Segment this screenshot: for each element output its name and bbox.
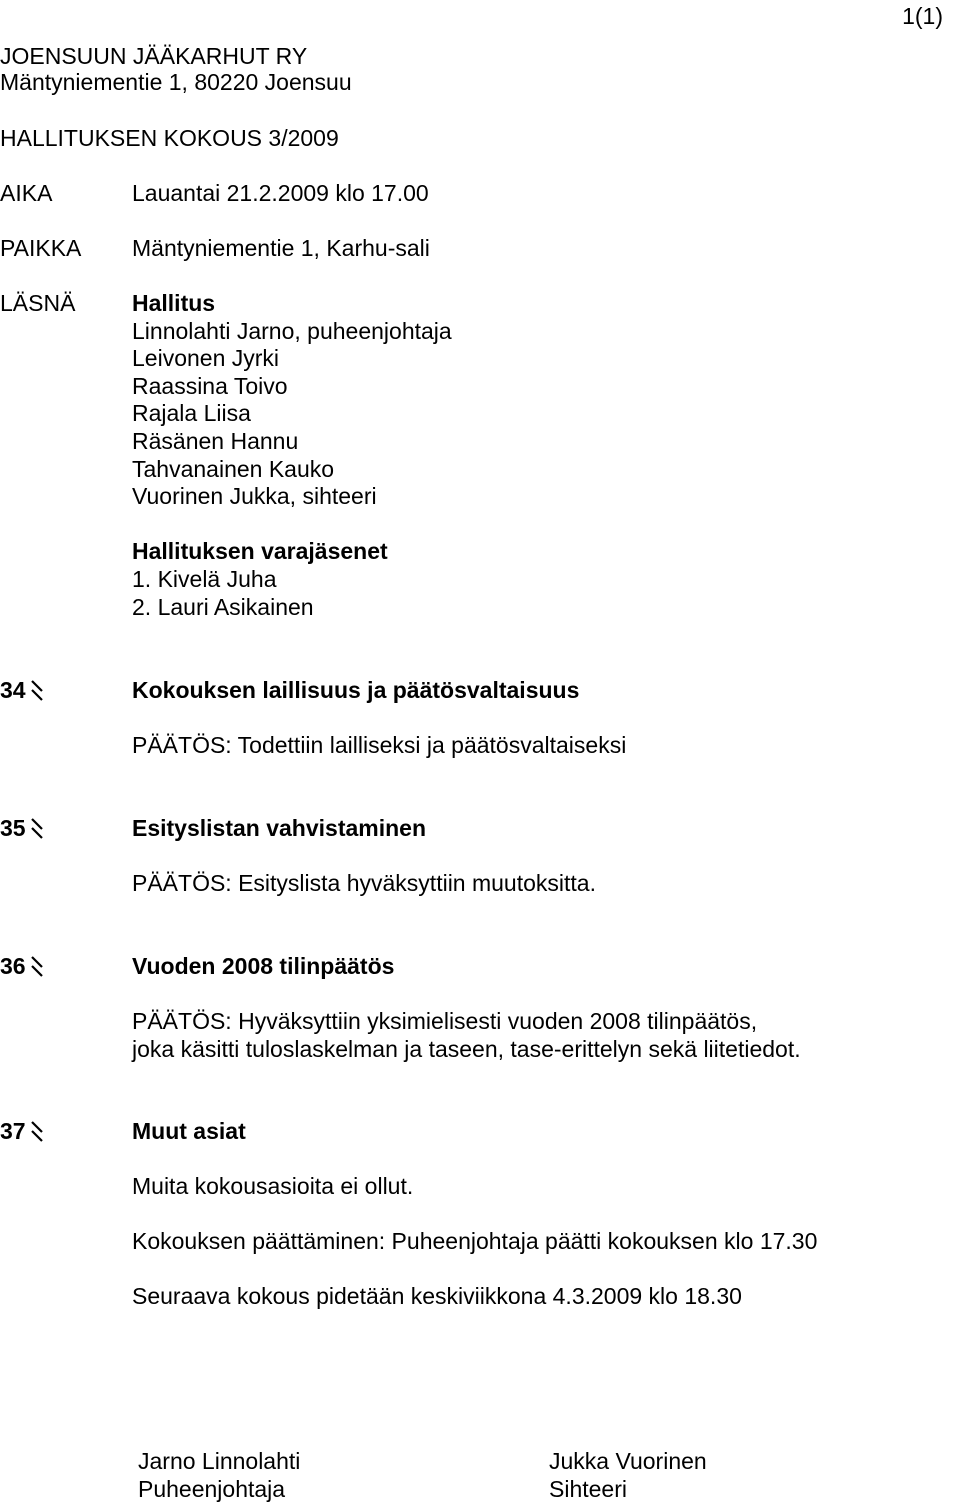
section-sign-icon — [30, 1117, 44, 1145]
time-value: Lauantai 21.2.2009 klo 17.00 — [132, 180, 429, 206]
next-meeting: Seuraava kokous pidetään keskiviikkona 4.3.2009 klo 18.30 — [132, 1283, 742, 1309]
board-member: Raassina Toivo — [132, 373, 288, 399]
section-36-decision: PÄÄTÖS: Hyväksyttiin yksimielisesti vuoden 2008 tilinpäätös, — [132, 1008, 758, 1034]
board-member: Leivonen Jyrki — [132, 345, 280, 371]
board-member: Vuorinen Jukka, sihteeri — [132, 483, 377, 509]
signature-role: Sihteeri — [549, 1476, 627, 1502]
section-title: Muut asiat — [132, 1118, 246, 1144]
section-sign-icon — [30, 814, 44, 842]
board-member: Räsänen Hannu — [132, 428, 299, 454]
section-36-decision-cont: joka käsitti tuloslaskelman ja taseen, tase-erittelyn sekä liitetiedot. — [132, 1036, 801, 1062]
section-35-heading — [0, 814, 427, 842]
board-heading: Hallitus — [132, 290, 216, 316]
section-35-decision: PÄÄTÖS: Esityslista hyväksyttiin muutoksitta. — [132, 870, 596, 896]
section-number: 36 — [0, 953, 26, 979]
meeting-title: HALLITUKSEN KOKOUS 3/2009 — [0, 125, 339, 151]
section-number: 34 — [0, 677, 26, 703]
board-member: Tahvanainen Kauko — [132, 456, 335, 482]
place-label: PAIKKA — [0, 235, 82, 261]
place-value: Mäntyniementie 1, Karhu-sali — [132, 235, 430, 261]
page-number: 1(1) — [902, 3, 943, 29]
meeting-closing: Kokouksen päättäminen: Puheenjohtaja päätti kokouksen klo 17.30 — [132, 1228, 818, 1254]
signature-role: Puheenjohtaja — [138, 1476, 286, 1502]
org-address: Mäntyniementie 1, 80220 Joensuu — [0, 69, 352, 95]
section-title: Kokouksen laillisuus ja päätösvaltaisuus — [132, 677, 580, 703]
section-sign-icon — [30, 676, 44, 704]
signature-name: Jarno Linnolahti — [138, 1448, 301, 1474]
section-title: Vuoden 2008 tilinpäätös — [132, 953, 395, 979]
section-number: 37 — [0, 1118, 26, 1144]
deputies-heading: Hallituksen varajäsenet — [132, 538, 388, 564]
section-34-heading — [0, 676, 580, 704]
deputy-member: 2. Lauri Asikainen — [132, 594, 314, 620]
section-title: Esityslistan vahvistaminen — [132, 815, 427, 841]
signature-name: Jukka Vuorinen — [549, 1448, 707, 1474]
section-36-heading — [0, 952, 395, 980]
board-member: Rajala Liisa — [132, 400, 251, 426]
section-34-decision: PÄÄTÖS: Todettiin lailliseksi ja päätösvaltaiseksi — [132, 732, 627, 758]
section-number: 35 — [0, 815, 26, 841]
board-member: Linnolahti Jarno, puheenjohtaja — [132, 318, 452, 344]
time-label: AIKA — [0, 180, 53, 206]
deputy-member: 1. Kivelä Juha — [132, 566, 277, 592]
org-name: JOENSUUN JÄÄKARHUT RY — [0, 43, 308, 69]
present-label: LÄSNÄ — [0, 290, 76, 316]
section-sign-icon — [30, 952, 44, 980]
section-37-heading — [0, 1117, 246, 1145]
section-37-line: Muita kokousasioita ei ollut. — [132, 1173, 414, 1199]
